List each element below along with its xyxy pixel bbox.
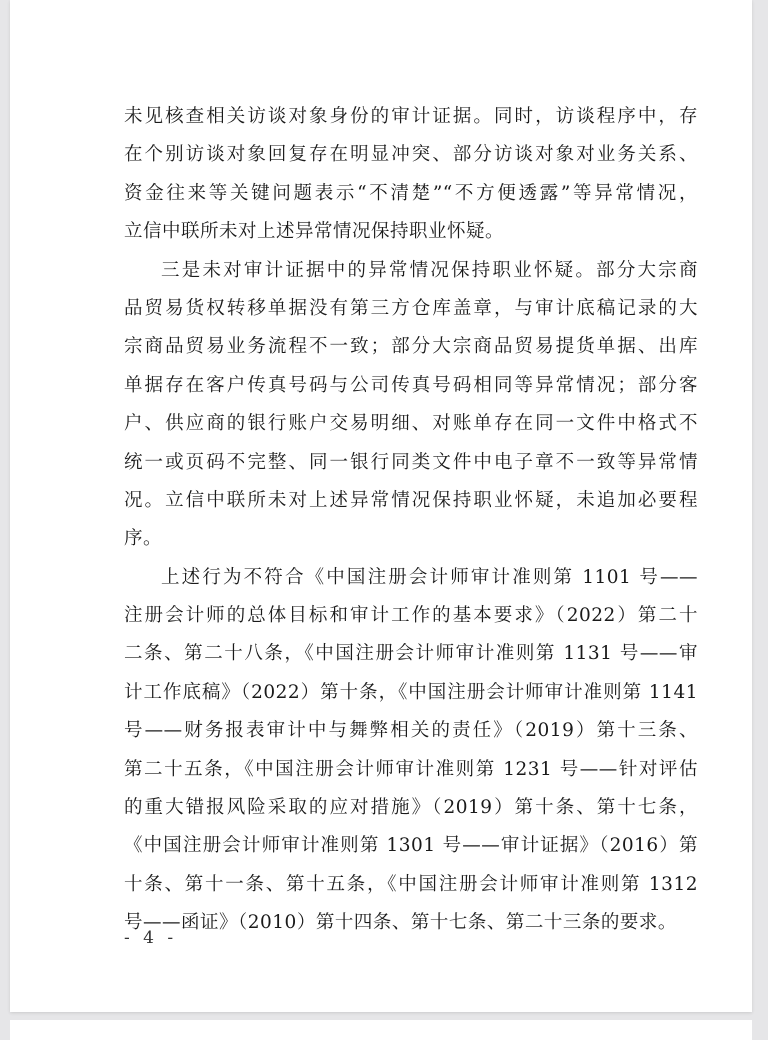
page-number: - 4 - [124,928,178,948]
text-line: 在个别访谈对象回复存在明显冲突、部分访谈对象对业务关系、 [124,144,698,166]
text-line: 品贸易货权转移单据没有第三方仓库盖章，与审计底稿记录的大 [124,297,698,319]
text-line: 户、供应商的银行账户交易明细、对账单存在同一文件中格式不 [124,413,698,435]
text-line: 立信中联所未对上述异常情况保持职业怀疑。 [124,221,505,243]
text-line: 计工作底稿》（2022）第十条，《中国注册会计师审计准则第 1141 [124,681,698,703]
text-line: 单据存在客户传真号码与公司传真号码相同等异常情况；部分客 [124,374,698,396]
document-page [10,0,752,1012]
text-line: 号——函证》（2010）第十四条、第十七条、第二十三条的要求。 [124,912,677,934]
paragraph-2 [124,252,698,559]
text-line: 资金往来等关键问题表示“不清楚”“不方便透露”等异常情况， [124,182,698,204]
text-line: 上述行为不符合《中国注册会计师审计准则第 1101 号—— [161,566,698,588]
text-line: 的重大错报风险采取的应对措施》（2019）第十条、第十七条， [124,797,698,819]
text-line: 宗商品贸易业务流程不一致；部分大宗商品贸易提货单据、出库 [124,336,698,358]
paragraph-3 [124,559,698,943]
text-line: 未见核查相关访谈对象身份的审计证据。同时，访谈程序中，存 [124,106,698,127]
text-line: 三是未对审计证据中的异常情况保持职业怀疑。部分大宗商 [161,259,698,281]
paragraph-1 [124,98,698,252]
text-line: 统一或页码不完整、同一银行同类文件中电子章不一致等异常情 [124,451,698,473]
next-page-edge [10,1020,752,1040]
text-line: 第二十五条，《中国注册会计师审计准则第 1231 号——针对评估 [124,758,698,780]
text-line: 号——财务报表审计中与舞弊相关的责任》（2019）第十三条、 [124,720,698,742]
text-line: 序。 [124,528,163,550]
text-line: 十条、第十一条、第十五条，《中国注册会计师审计准则第 1312 [124,873,698,895]
text-line: 《中国注册会计师审计准则第 1301 号——审计证据》（2016）第 [124,835,698,857]
text-line: 注册会计师的总体目标和审计工作的基本要求》（2022）第二十 [124,605,698,627]
document-body [124,98,698,943]
text-line: 况。立信中联所未对上述异常情况保持职业怀疑，未追加必要程 [124,489,698,511]
text-line: 二条、第二十八条，《中国注册会计师审计准则第 1131 号——审 [124,643,698,665]
